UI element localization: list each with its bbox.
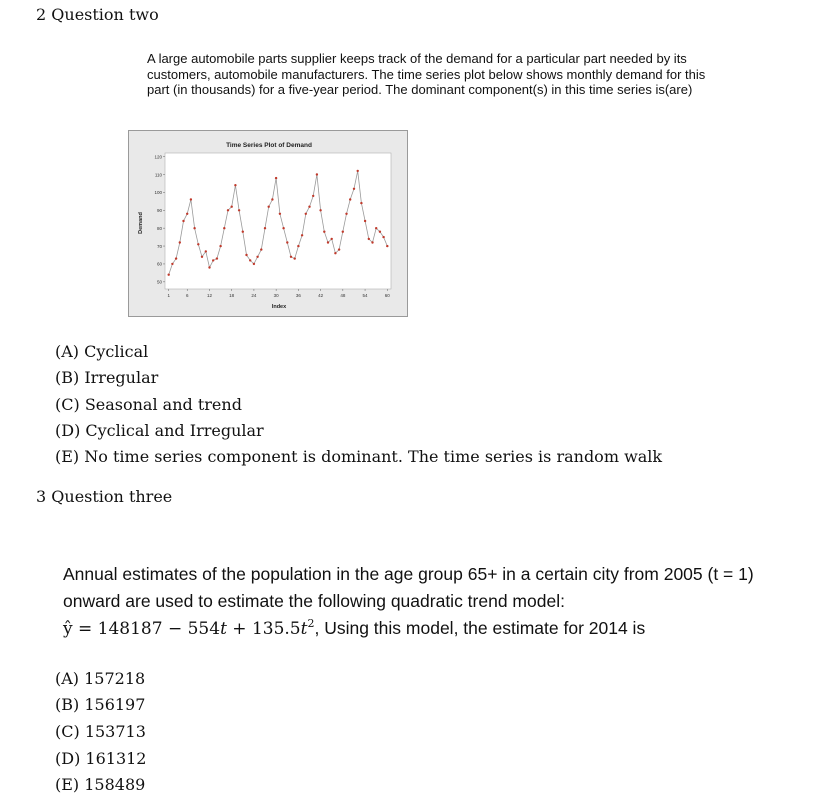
question-3-text: Annual estimates of the population in the age group 65+ in a certain city from 2005 (t = 1) onward are used to estimate the following quadratic trend model: bbox=[63, 564, 754, 611]
data-point bbox=[371, 241, 373, 243]
y-tick-label: 120 bbox=[154, 154, 162, 160]
data-point bbox=[323, 231, 325, 233]
q2-option-b[interactable]: (B) Irregular bbox=[55, 368, 159, 387]
data-point bbox=[171, 263, 173, 265]
data-point bbox=[286, 241, 288, 243]
data-point bbox=[234, 184, 236, 186]
data-point bbox=[249, 259, 251, 261]
data-point bbox=[264, 227, 266, 229]
quadratic-trend-formula bbox=[63, 617, 645, 639]
data-point bbox=[379, 231, 381, 233]
data-point bbox=[357, 170, 359, 172]
y-axis-ticks bbox=[154, 154, 165, 284]
data-point bbox=[386, 245, 388, 247]
x-tick-label: 6 bbox=[185, 293, 189, 298]
data-point bbox=[368, 238, 370, 240]
x-tick-label: 42 bbox=[318, 293, 324, 298]
data-point bbox=[319, 209, 321, 211]
x-tick-label: 1 bbox=[167, 293, 170, 298]
time-series-chart bbox=[128, 130, 408, 317]
x-tick-label: 30 bbox=[273, 293, 279, 298]
question-3-heading: 3 Question three bbox=[36, 487, 173, 506]
data-point bbox=[334, 252, 336, 254]
data-point bbox=[275, 177, 277, 179]
data-point bbox=[294, 257, 296, 259]
data-point bbox=[201, 256, 203, 258]
data-point bbox=[205, 250, 207, 252]
data-point bbox=[271, 198, 273, 200]
data-point bbox=[297, 245, 299, 247]
data-point bbox=[245, 254, 247, 256]
data-point bbox=[312, 195, 314, 197]
data-point bbox=[208, 266, 210, 268]
y-tick-label: 80 bbox=[156, 225, 162, 231]
data-point bbox=[338, 248, 340, 250]
time-series-plot bbox=[129, 131, 409, 318]
data-point bbox=[253, 263, 255, 265]
x-axis-label: Index bbox=[271, 304, 287, 310]
x-axis-ticks bbox=[167, 289, 390, 298]
x-tick-label: 60 bbox=[384, 293, 390, 298]
q2-option-d[interactable]: (D) Cyclical and Irregular bbox=[55, 421, 264, 440]
data-point bbox=[301, 234, 303, 236]
data-point bbox=[331, 238, 333, 240]
data-point bbox=[242, 231, 244, 233]
data-point bbox=[190, 198, 192, 200]
data-point bbox=[279, 213, 281, 215]
q3-option-b[interactable]: (B) 156197 bbox=[55, 695, 146, 714]
y-tick-label: 100 bbox=[154, 190, 162, 196]
data-point bbox=[260, 248, 262, 250]
data-point bbox=[327, 241, 329, 243]
data-point bbox=[238, 209, 240, 211]
data-point bbox=[342, 231, 344, 233]
q2-option-e[interactable]: (E) No time series component is dominant. The time series is random walk bbox=[55, 447, 663, 466]
data-point bbox=[256, 256, 258, 258]
data-point bbox=[212, 259, 214, 261]
x-tick-label: 24 bbox=[251, 293, 257, 298]
data-point bbox=[305, 213, 307, 215]
formula-t-linear: t bbox=[220, 618, 227, 639]
data-point bbox=[197, 243, 199, 245]
data-point bbox=[175, 257, 177, 259]
y-tick-label: 50 bbox=[156, 279, 162, 285]
x-tick-label: 36 bbox=[295, 293, 301, 298]
x-tick-label: 48 bbox=[340, 293, 346, 298]
q3-option-e[interactable]: (E) 158489 bbox=[55, 775, 146, 794]
data-point bbox=[193, 227, 195, 229]
data-point bbox=[227, 209, 229, 211]
data-point bbox=[231, 206, 233, 208]
formula-exponent: 2 bbox=[307, 617, 315, 630]
formula-tail-text: , Using this model, the estimate for 2014 is bbox=[314, 617, 646, 638]
q3-option-c[interactable]: (C) 153713 bbox=[55, 722, 146, 741]
formula-coefficients: = 148187 − 554 bbox=[72, 618, 221, 639]
chart-title: Time Series Plot of Demand bbox=[226, 142, 312, 149]
formula-yhat: ŷ bbox=[63, 618, 73, 639]
q2-option-a[interactable]: (A) Cyclical bbox=[55, 342, 149, 361]
y-tick-label: 110 bbox=[154, 172, 162, 178]
question-2-heading: 2 Question two bbox=[36, 5, 159, 24]
data-point bbox=[382, 236, 384, 238]
x-tick-label: 18 bbox=[229, 293, 235, 298]
data-point bbox=[353, 188, 355, 190]
data-point bbox=[282, 227, 284, 229]
data-point bbox=[316, 173, 318, 175]
data-point bbox=[182, 220, 184, 222]
data-point bbox=[308, 206, 310, 208]
data-point bbox=[179, 241, 181, 243]
data-point bbox=[268, 206, 270, 208]
x-tick-label: 54 bbox=[362, 293, 368, 298]
y-tick-label: 70 bbox=[156, 243, 162, 249]
q2-option-c[interactable]: (C) Seasonal and trend bbox=[55, 395, 242, 414]
data-point bbox=[349, 198, 351, 200]
data-point bbox=[186, 213, 188, 215]
data-point bbox=[360, 202, 362, 204]
data-point bbox=[375, 227, 377, 229]
data-point bbox=[290, 256, 292, 258]
y-tick-label: 90 bbox=[156, 208, 162, 214]
x-tick-label: 12 bbox=[206, 293, 212, 298]
data-point bbox=[168, 274, 170, 276]
q3-option-d[interactable]: (D) 161312 bbox=[55, 749, 147, 768]
data-point bbox=[223, 227, 225, 229]
question-2-text: A large automobile parts supplier keeps track of the demand for a particular part needed by its customers, automobile manufacturers. The time series plot below shows monthly demand for this part (in thousands) for a five-year period. The dominant component(s) in this time series is(are) bbox=[147, 51, 706, 97]
formula-t-quadratic: t bbox=[300, 618, 308, 639]
y-axis-label: Demand bbox=[138, 212, 144, 234]
data-point bbox=[364, 220, 366, 222]
formula-quadratic-coefficient: + 135.5 bbox=[226, 618, 301, 639]
q3-option-a[interactable]: (A) 157218 bbox=[55, 669, 146, 688]
y-tick-label: 60 bbox=[156, 261, 162, 267]
data-point bbox=[345, 213, 347, 215]
data-point bbox=[216, 257, 218, 259]
data-point bbox=[219, 245, 221, 247]
